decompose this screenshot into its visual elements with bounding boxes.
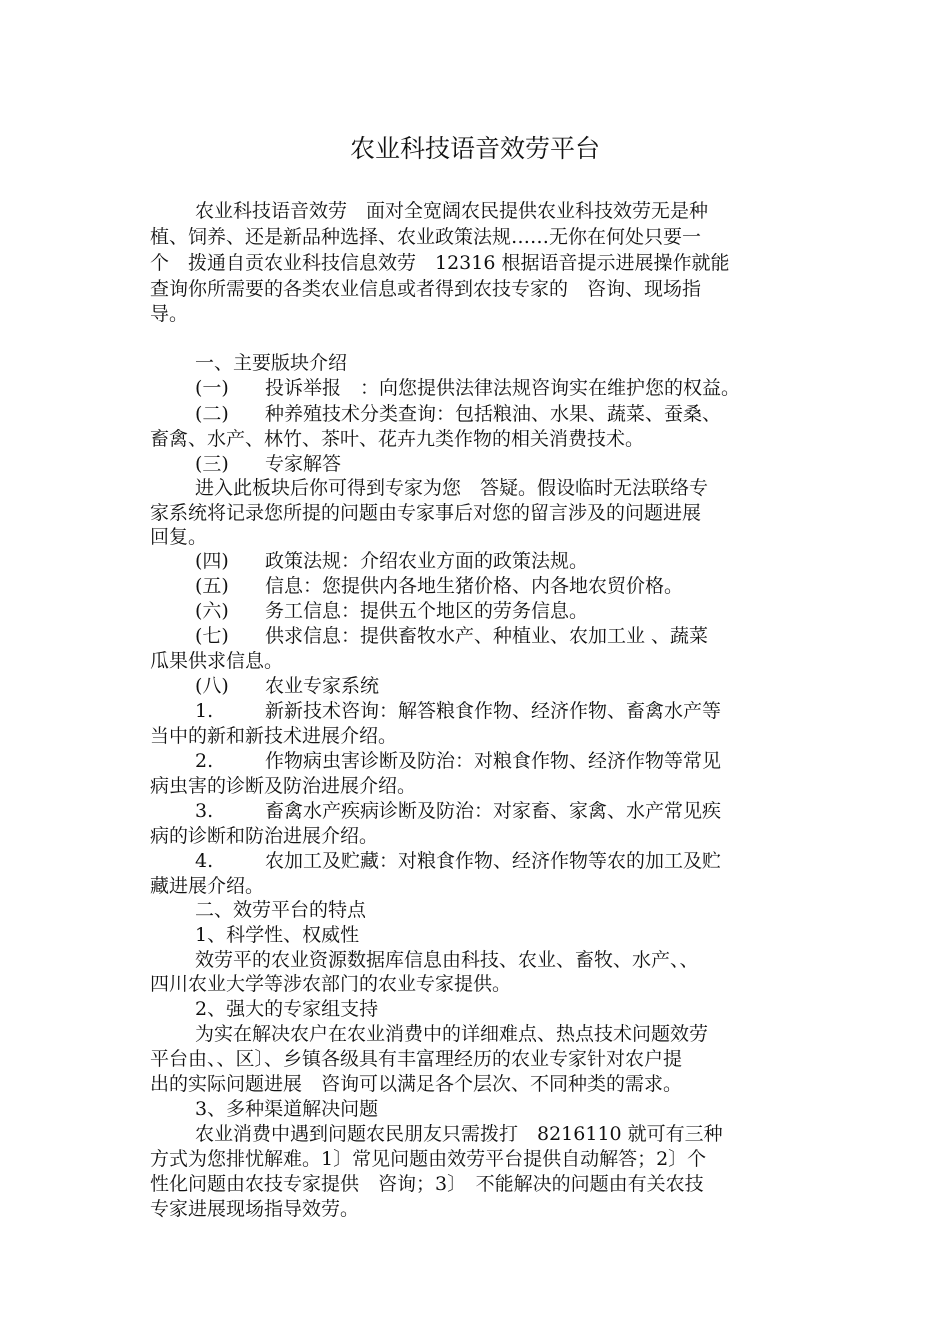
list-item <box>195 623 708 649</box>
item-text: 投诉举报 ：向您提供法律法规咨询实在维护您的权益。 <box>265 377 741 399</box>
point-text: 专家进展现场指导效劳。 <box>150 1198 360 1220</box>
item-number: (六) <box>195 600 229 622</box>
point-text: 为实在解决农户在农业消费中的详细难点、热点技术问题效劳 <box>195 1023 709 1045</box>
item-number: 4. <box>195 850 214 872</box>
point-text: 农业消费中遇到问题农民朋友只需拨打 8216110 就可有三种 <box>195 1123 723 1145</box>
point-text: 性化问题由农技专家提供 咨询；3〕 不能解决的问题由有关农技 <box>150 1173 704 1195</box>
item-text: 农加工及贮藏：对粮食作物、经济作物等农的加工及贮 <box>265 850 722 872</box>
section-heading: 二、效劳平台的特点 <box>195 899 367 921</box>
point-text: 出的实际问题进展 咨询可以满足各个层次、不同种类的需求。 <box>150 1073 683 1095</box>
list-item <box>195 573 683 599</box>
item-number: (四) <box>195 550 229 572</box>
item-number: 2. <box>195 750 214 772</box>
point-heading: 1、科学性、权威性 <box>195 924 360 946</box>
item-text: 农业专家系统 <box>265 675 380 697</box>
point-heading: 2、强大的专家组支持 <box>195 998 379 1020</box>
item-text: 供求信息：提供畜牧水产、种植业、农加工业 、蔬菜 <box>265 625 709 647</box>
sub-item <box>195 848 721 874</box>
item-continuation: 当中的新和新技术进展介绍。 <box>150 725 398 747</box>
item-text: 务工信息：提供五个地区的劳务信息。 <box>265 600 589 622</box>
item-number: (五) <box>195 575 229 597</box>
point-heading: 3、多种渠道解决问题 <box>195 1098 379 1120</box>
item-number: (七) <box>195 625 229 647</box>
item-number: (八) <box>195 675 229 697</box>
expert-desc-line: 回复。 <box>150 526 208 548</box>
item-text: 新新技术咨询：解答粮食作物、经济作物、畜禽水产等 <box>265 700 722 722</box>
intro-line: 植、饲养、还是新品种选择、农业政策法规……无你在何处只要一 <box>150 226 702 248</box>
list-item <box>195 598 588 624</box>
section-heading: 一、主要版块介绍 <box>195 352 348 374</box>
point-text: 平台由、、区〕、乡镇各级具有丰富理经历的农业专家针对农户提 <box>150 1048 683 1070</box>
point-text: 效劳平的农业资源数据库信息由科技、农业、畜牧、水产、、 <box>195 949 699 971</box>
item-continuation: 藏进展介绍。 <box>150 875 265 897</box>
item-continuation: 畜禽、水产、林竹、茶叶、花卉九类作物的相关消费技术。 <box>150 428 645 450</box>
item-text: 政策法规：介绍农业方面的政策法规。 <box>265 550 589 572</box>
item-number: (二) <box>195 403 229 425</box>
intro-line: 农业科技语音效劳 面对全宽阔农民提供农业科技效劳无是种 <box>195 200 709 222</box>
expert-desc-line: 家系统将记录您所提的问题由专家事后对您的留言涉及的问题进展 <box>150 502 702 524</box>
intro-line: 查询你所需要的各类农业信息或者得到农技专家的 咨询、现场指 <box>150 278 702 300</box>
list-item <box>195 451 341 477</box>
sub-item <box>195 748 721 774</box>
item-text: 作物病虫害诊断及防治：对粮食作物、经济作物等常见 <box>265 750 722 772</box>
item-text: 种养殖技术分类查询：包括粮油、水果、蔬菜、蚕桑、 <box>265 403 722 425</box>
item-text: 信息：您提供内各地生猪价格、内各地农贸价格。 <box>265 575 684 597</box>
item-number: 3. <box>195 800 214 822</box>
item-continuation: 病的诊断和防治进展介绍。 <box>150 825 379 847</box>
item-number: (三) <box>195 453 229 475</box>
list-item <box>195 375 740 401</box>
item-number: (一) <box>195 377 229 399</box>
item-continuation: 病虫害的诊断及防治进展介绍。 <box>150 775 417 797</box>
expert-desc-line: 进入此板块后你可得到专家为您 答疑。假设临时无法联络专 <box>195 477 709 499</box>
item-number: 1. <box>195 700 214 722</box>
list-item <box>195 673 379 699</box>
intro-line: 个 拨通自贡农业科技信息效劳 12316 根据语音提示进展操作就能 <box>150 252 730 274</box>
point-text: 四川农业大学等涉农部门的农业专家提供。 <box>150 973 512 995</box>
list-item <box>195 401 721 427</box>
item-continuation: 瓜果供求信息。 <box>150 650 284 672</box>
item-text: 专家解答 <box>265 453 342 475</box>
document-title: 农业科技语音效劳平台 <box>349 134 600 163</box>
list-item <box>195 548 588 574</box>
sub-item <box>195 698 721 724</box>
item-text: 畜禽水产疾病诊断及防治：对家畜、家禽、水产常见疾 <box>265 800 722 822</box>
sub-item <box>195 798 721 824</box>
point-text: 方式为您排忧解难。1〕常见问题由效劳平台提供自动解答；2〕个 <box>150 1148 707 1170</box>
intro-line: 导。 <box>150 303 189 325</box>
